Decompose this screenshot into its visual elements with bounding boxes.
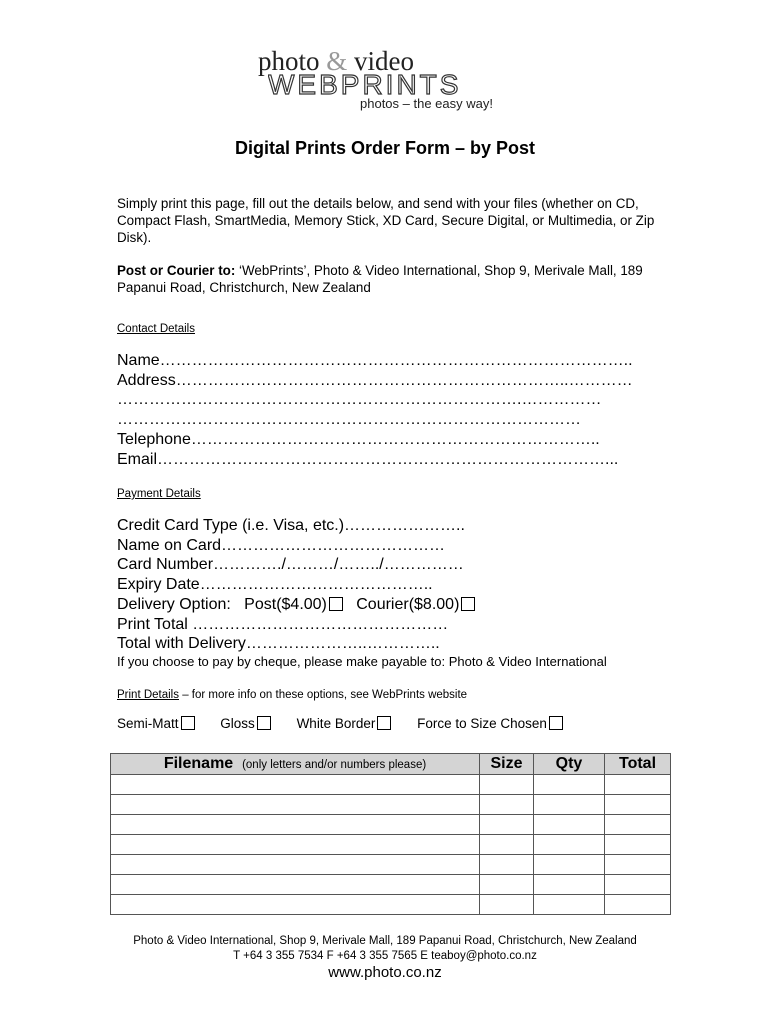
semi-matt-label: Semi-Matt xyxy=(117,716,179,731)
table-row xyxy=(111,795,671,815)
delivery-label: Delivery Option: xyxy=(117,595,231,613)
filename-cell[interactable] xyxy=(111,835,480,855)
qty-cell[interactable] xyxy=(534,775,605,795)
table-row xyxy=(111,895,671,915)
print-details-heading xyxy=(117,689,467,701)
page-title: Digital Prints Order Form – by Post xyxy=(234,138,536,158)
table-row xyxy=(111,835,671,855)
filename-cell[interactable] xyxy=(111,795,480,815)
force-size-checkbox[interactable] xyxy=(549,716,563,730)
post-label: Post or Courier to: xyxy=(117,263,236,278)
force-size-label: Force to Size Chosen xyxy=(417,716,547,731)
size-cell[interactable] xyxy=(480,855,534,875)
email-field[interactable]: Email…………………………………………………………………………... xyxy=(117,450,619,468)
qty-cell[interactable] xyxy=(534,815,605,835)
table-header-row xyxy=(111,754,671,775)
logo-line1: photo & video xyxy=(258,46,415,76)
size-cell[interactable] xyxy=(480,815,534,835)
qty-cell[interactable] xyxy=(534,875,605,895)
option-force-size xyxy=(417,716,563,731)
filename-cell[interactable] xyxy=(111,875,480,895)
option-gloss xyxy=(220,716,271,731)
delivery-option xyxy=(117,595,475,615)
files-table xyxy=(110,753,671,915)
post-text: ‘WebPrints’, Photo & Video International, Shop 9, Merivale Mall, 189 Papanui Road, Christchurch, New Zealand xyxy=(117,263,643,295)
cheque-note: If you choose to pay by cheque, please make payable to: Photo & Video International xyxy=(117,654,607,669)
table-row xyxy=(111,855,671,875)
total-cell[interactable] xyxy=(605,875,671,895)
filename-note: (only letters and/or numbers please) xyxy=(242,759,427,771)
size-cell[interactable] xyxy=(480,875,534,895)
total-cell[interactable] xyxy=(605,835,671,855)
footer-contacts: T +64 3 355 7534 F +64 3 355 7565 E teaboy@photo.co.nz xyxy=(233,950,537,962)
table-row xyxy=(111,875,671,895)
delivery-courier-checkbox[interactable] xyxy=(461,597,475,611)
delivery-courier-label: Courier($8.00) xyxy=(356,595,460,613)
address-line-2[interactable]: ………………………………………………………………….…………… xyxy=(117,391,602,409)
post-address xyxy=(117,262,662,296)
size-cell[interactable] xyxy=(480,795,534,815)
card-type-field[interactable]: Credit Card Type (i.e. Visa, etc.)………………….. xyxy=(117,517,465,534)
filename-header: Filename (only letters and/or numbers please) xyxy=(111,754,480,775)
address-field[interactable]: Address………………………………………………………………..………… xyxy=(117,371,633,389)
name-on-card-field[interactable]: Name on Card…………………………………… xyxy=(117,536,446,554)
size-header: Size xyxy=(480,754,534,775)
semi-matt-checkbox[interactable] xyxy=(181,716,195,730)
gloss-label: Gloss xyxy=(220,716,255,731)
total-cell[interactable] xyxy=(605,895,671,915)
print-details-note: – for more info on these options, see WebPrints website xyxy=(179,689,468,701)
footer-address: Photo & Video International, Shop 9, Merivale Mall, 189 Papanui Road, Christchurch, New Zealand xyxy=(133,935,637,947)
white-border-label: White Border xyxy=(296,716,376,731)
gloss-checkbox[interactable] xyxy=(257,716,271,730)
payment-heading: Payment Details xyxy=(117,488,201,500)
qty-cell[interactable] xyxy=(534,855,605,875)
card-number-field[interactable]: Card Number…………./………/……../…………… xyxy=(117,556,464,574)
delivery-post-label: Post($4.00) xyxy=(244,595,327,613)
print-details-label: Print Details xyxy=(117,689,179,701)
size-cell[interactable] xyxy=(480,895,534,915)
filename-cell[interactable] xyxy=(111,855,480,875)
expiry-date-field[interactable]: Expiry Date…………………………………….. xyxy=(117,576,433,594)
payment-fields xyxy=(117,516,475,654)
total-cell[interactable] xyxy=(605,775,671,795)
logo-tagline: photos – the easy way! xyxy=(360,96,493,111)
svg-text:WEBPRINTS: WEBPRINTS xyxy=(268,72,462,98)
total-cell[interactable] xyxy=(605,815,671,835)
table-row xyxy=(111,815,671,835)
qty-cell[interactable] xyxy=(534,795,605,815)
qty-cell[interactable] xyxy=(534,895,605,915)
address-line-3[interactable]: …………………………………………………………………………… xyxy=(117,411,581,429)
filename-cell[interactable] xyxy=(111,815,480,835)
total-cell[interactable] xyxy=(605,855,671,875)
name-field[interactable]: Name…………………………………………………………………………….. xyxy=(117,352,633,369)
size-cell[interactable] xyxy=(480,835,534,855)
footer-url[interactable]: www.photo.co.nz xyxy=(328,964,442,981)
webprints-logo xyxy=(250,46,520,118)
size-cell[interactable] xyxy=(480,775,534,795)
print-options xyxy=(117,716,585,731)
contact-heading: Contact Details xyxy=(117,323,195,335)
option-semi-matt xyxy=(117,716,195,731)
qty-header: Qty xyxy=(534,754,605,775)
filename-cell[interactable] xyxy=(111,895,480,915)
telephone-field[interactable]: Telephone………………………………………………………………….. xyxy=(117,430,600,448)
total-header: Total xyxy=(605,754,671,775)
option-white-border xyxy=(297,716,392,731)
contact-fields xyxy=(117,351,633,469)
qty-cell[interactable] xyxy=(534,835,605,855)
print-total-field[interactable]: Print Total ………………………………………… xyxy=(117,615,449,633)
webprints-wordmark xyxy=(268,72,518,98)
intro-text: Simply print this page, fill out the details below, and send with your files (whether on CD, Compact Flash, SmartMedia, Memory Stick, XD Card, Secure Digital, or Multimedia, or Zip Disk). xyxy=(117,196,655,245)
filename-cell[interactable] xyxy=(111,775,480,795)
total-cell[interactable] xyxy=(605,795,671,815)
delivery-post-checkbox[interactable] xyxy=(329,597,343,611)
table-row xyxy=(111,775,671,795)
total-with-delivery-field[interactable]: Total with Delivery…………………..………….. xyxy=(117,635,440,653)
white-border-checkbox[interactable] xyxy=(377,716,391,730)
